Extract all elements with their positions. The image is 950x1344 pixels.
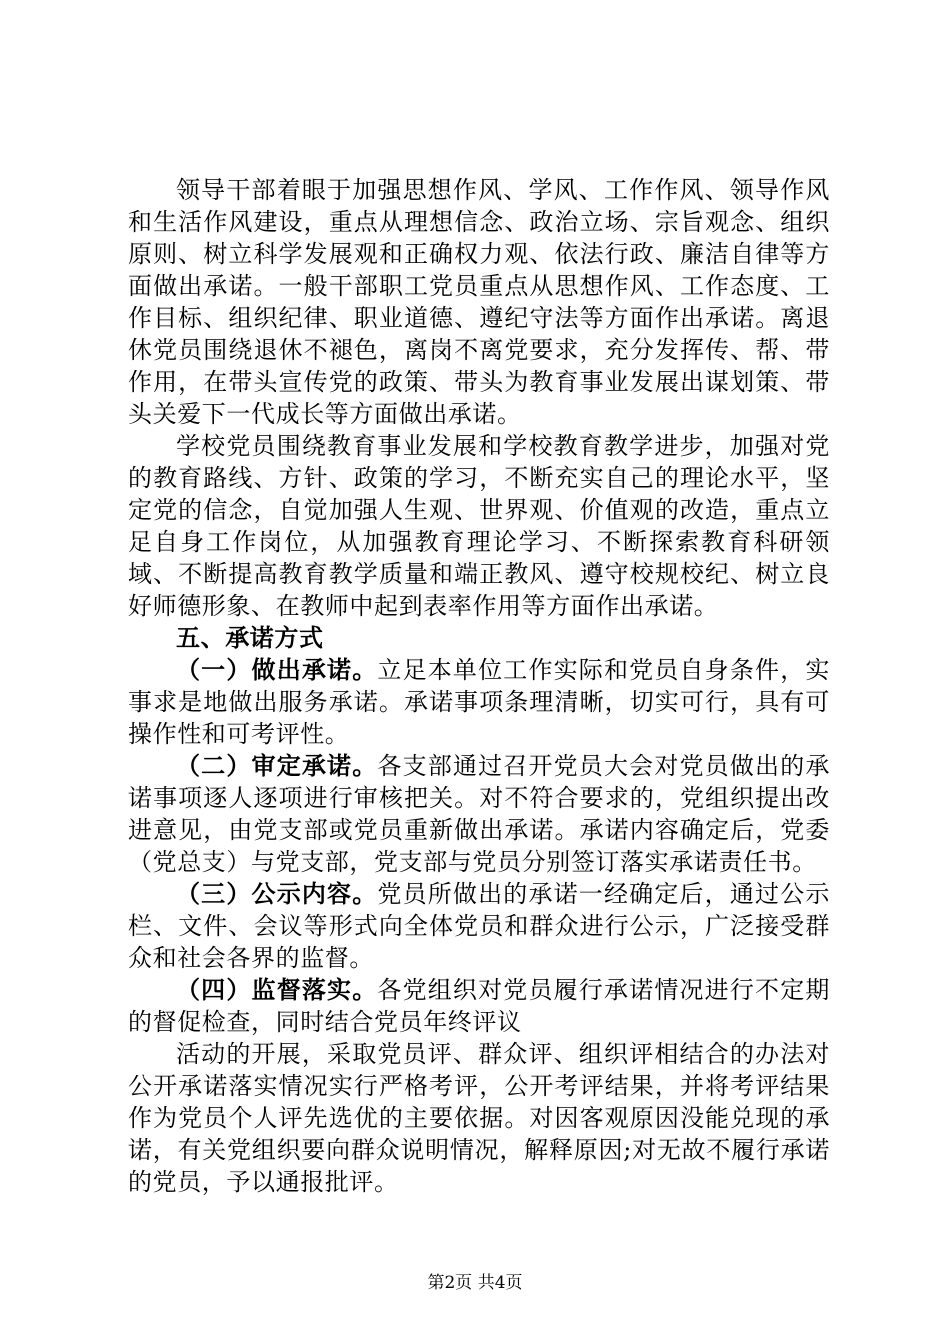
section-heading: 五、承诺方式 [176, 624, 324, 652]
page-footer: 第2页 共4页 [427, 1273, 523, 1293]
item-supervise-implement [128, 974, 830, 1038]
paragraph-closing: 活动的开展，采取党员评、群众评、组织评相结合的办法对公开承诺落实情况实行严格考评，公开考评结果，并将考评结果作为党员个人评先选优的主要依据。对因客观原因没能兑现的承诺，有关党组织要向群众说明情况，解释原因;对无故不履行承诺的党员，予以通报批评。 [128, 1040, 830, 1196]
item-text: 党员所做出的承诺一经确定后，通过公示栏、文件、会议等形式向全体党员和群众进行公示，广泛接受群众和社会各界的监督。 [128, 880, 830, 972]
item-title: （四）监督落实。 [176, 976, 378, 1004]
item-text: 各党组织对党员履行承诺情况进行不定期的督促检查，同时结合党员年终评议 [128, 976, 830, 1036]
paragraph-school-members: 学校党员围绕教育事业发展和学校教育教学进步，加强对党的教育路线、方针、政策的学习，不断充实自己的理论水平，坚定党的信念，自觉加强人生观、世界观、价值观的改造，重点立足自身工作岗位，从加强教育理论学习、不断探索教育科研领域、不断提高教育教学质量和端正教风、遵守校规校纪、树立良好师德形象、在教师中起到表率作用等方面作出承诺。 [128, 432, 830, 620]
item-publicize-content [128, 878, 830, 974]
item-make-commitment [128, 654, 830, 750]
item-text: 立足本单位工作实际和党员自身条件，实事求是地做出服务承诺。承诺事项条理清晰，切实可行，具有可操作性和可考评性。 [128, 656, 830, 748]
item-text: 各支部通过召开党员大会对党员做出的承诺事项逐人逐项进行审核把关。对不符合要求的，党组织提出改进意见，由党支部或党员重新做出承诺。承诺内容确定后，党委（党总支）与党支部，党支部与党员分别签订落实承诺责任书。 [128, 752, 830, 876]
item-review-commitment [128, 750, 830, 878]
item-title: （三）公示内容。 [176, 880, 378, 908]
document-body [128, 174, 830, 1198]
item-title: （一）做出承诺。 [176, 656, 378, 684]
item-title: （二）审定承诺。 [176, 752, 378, 780]
paragraph-leaders: 领导干部着眼于加强思想作风、学风、工作作风、领导作风和生活作风建设，重点从理想信念、政治立场、宗旨观念、组织原则、树立科学发展观和正确权力观、依法行政、廉洁自律等方面做出承诺。一般干部职工党员重点从思想作风、工作态度、工作目标、组织纪律、职业道德、遵纪守法等方面作出承诺。离退休党员围绕退休不褪色，离岗不离党要求，充分发挥传、帮、带作用，在带头宣传党的政策、带头为教育事业发展出谋划策、带头关爱下一代成长等方面做出承诺。 [128, 176, 830, 428]
